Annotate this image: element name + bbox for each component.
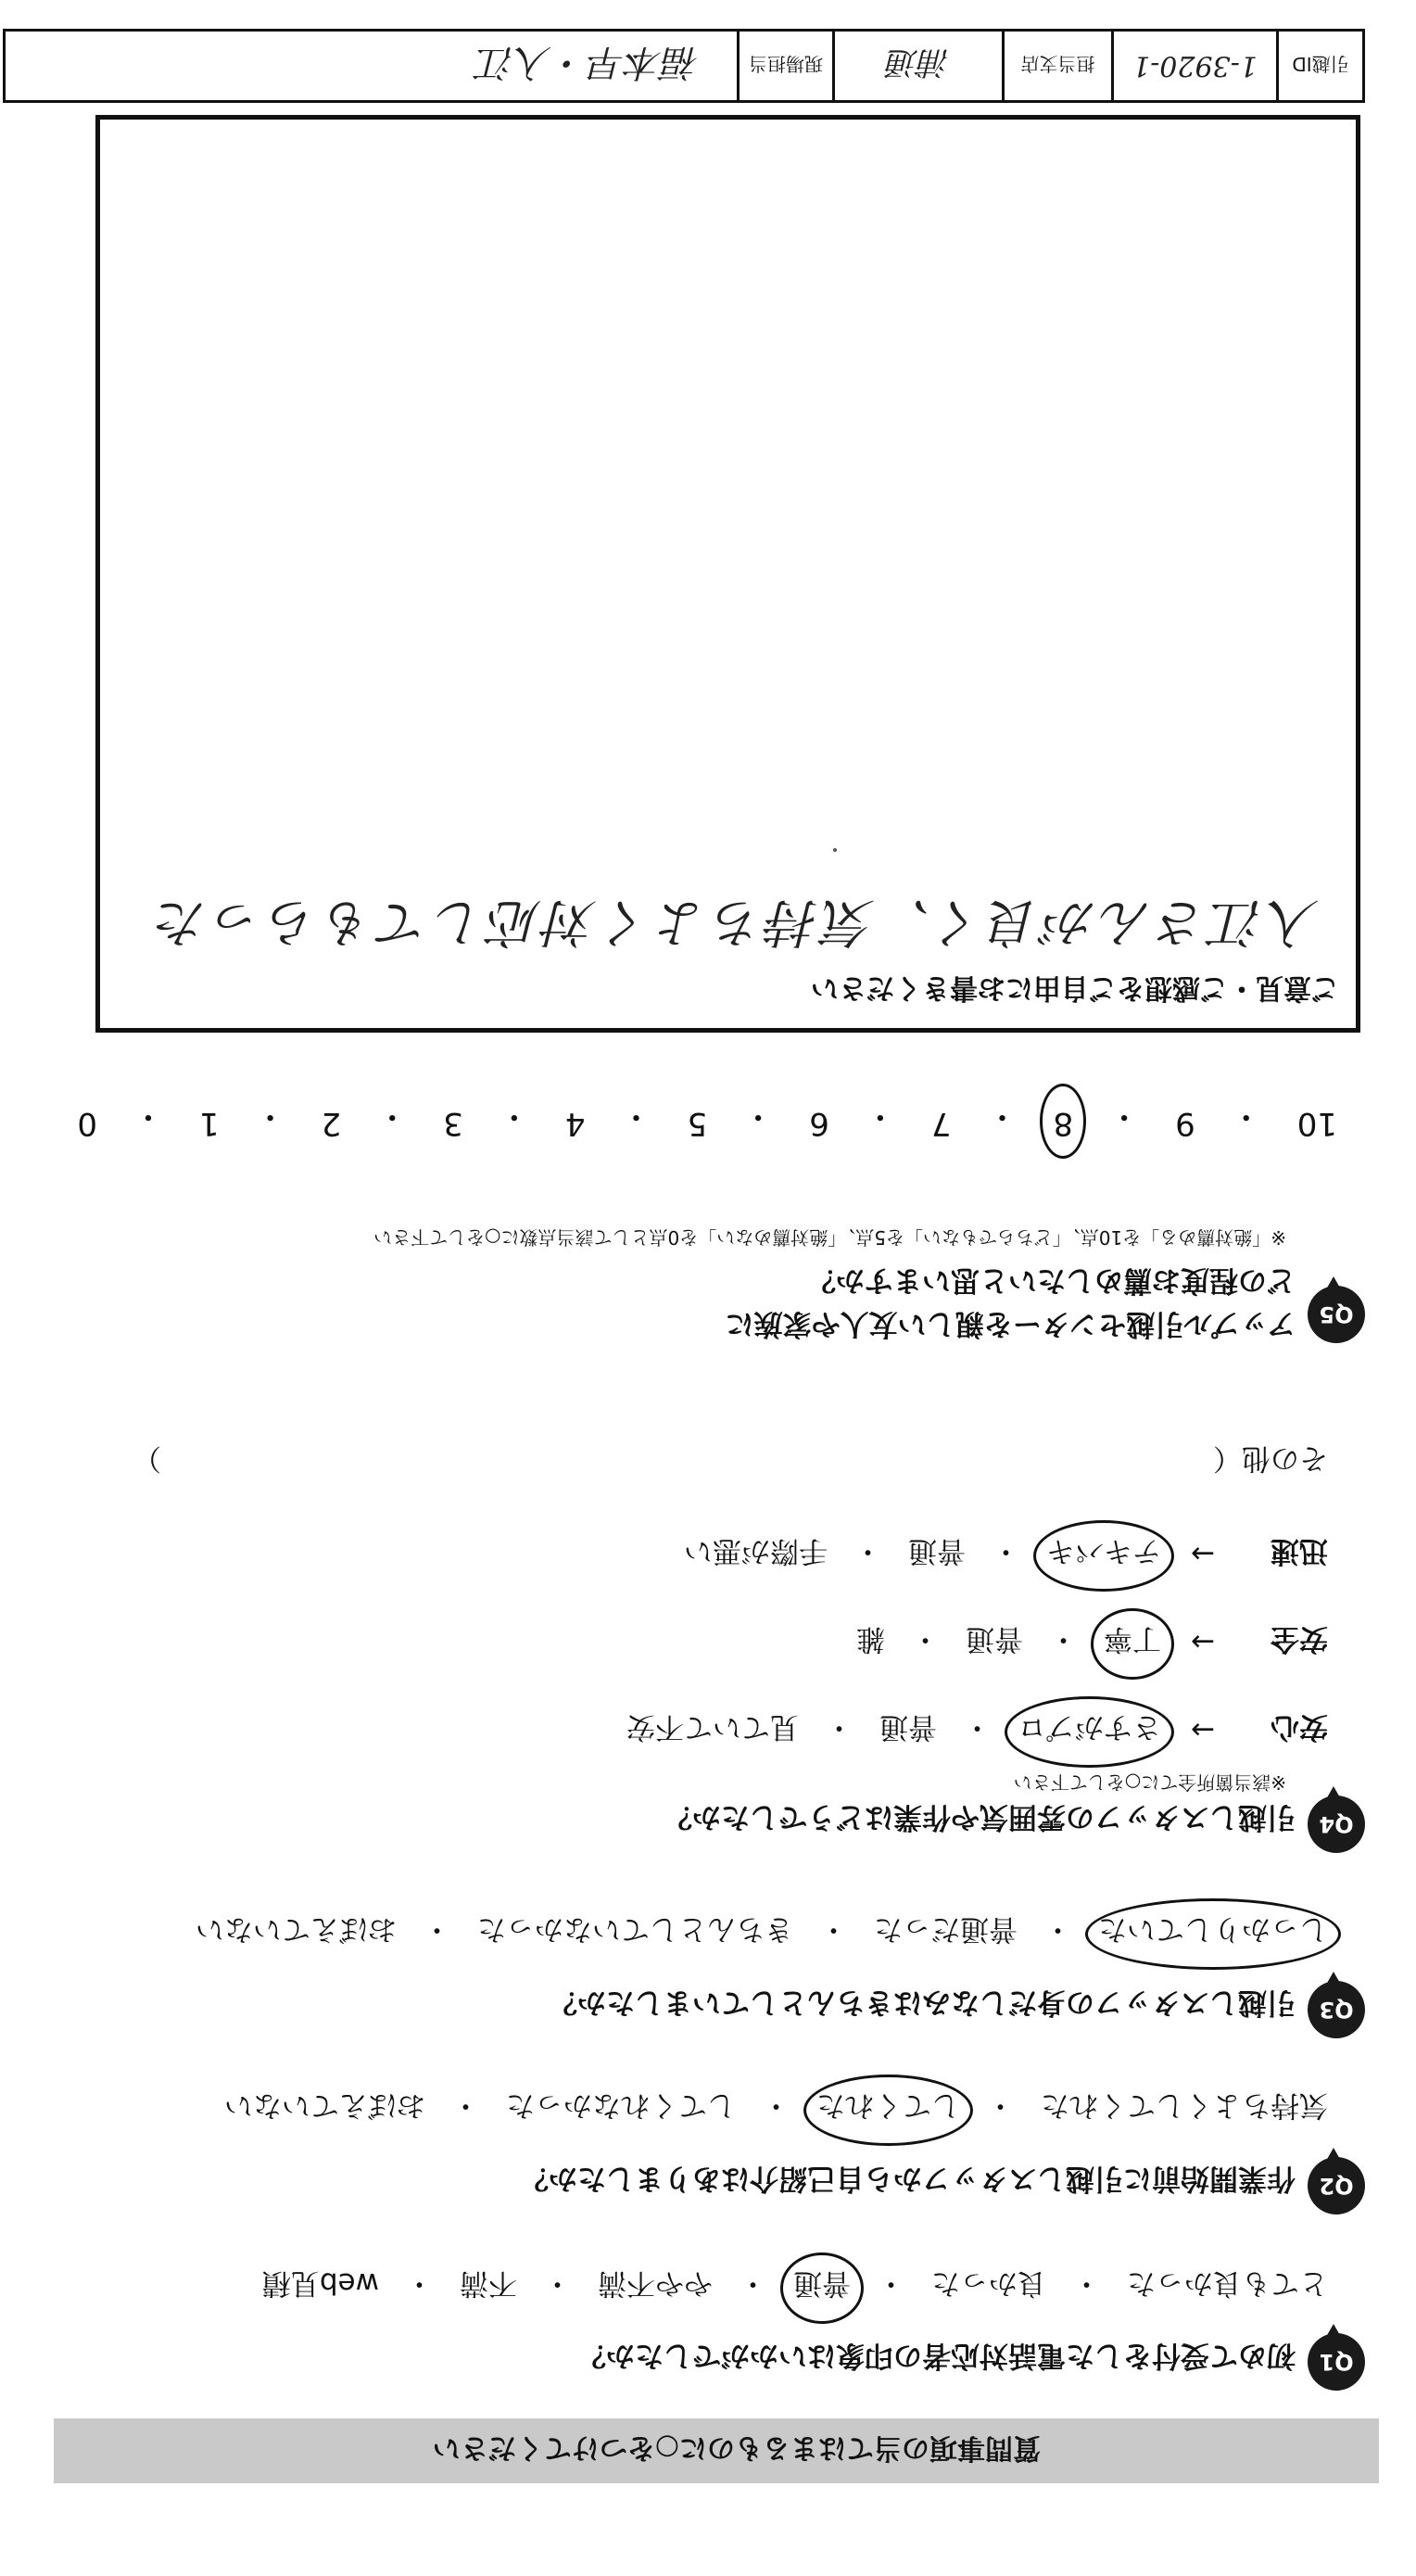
q4-option-professional-selected[interactable]: さすがプロ xyxy=(1018,1709,1161,1751)
q1-option-dissatisfied[interactable]: 不満 xyxy=(460,2266,517,2300)
q4-other-label: その他（ xyxy=(1213,1441,1328,1475)
comment-box[interactable] xyxy=(95,115,1360,1033)
q4-row-label: 安心 xyxy=(1271,1710,1328,1744)
instruction-banner xyxy=(54,2418,1379,2483)
staff-value: 福本早・入江 xyxy=(477,41,700,84)
score-7[interactable]: 7 xyxy=(930,1105,952,1142)
q4-other-close: ） xyxy=(133,1441,161,1475)
q3-option-neat-selected[interactable]: しっかりしていた xyxy=(1098,1911,1328,1953)
q3-option-not-neat[interactable]: きちんとしていなかった xyxy=(477,1912,793,1946)
q4-row-speed: 迅速 → テキパキ ・ 普通 ・ 手際が悪い xyxy=(684,1533,1328,1575)
branch-label: 担当支店 xyxy=(1002,32,1111,100)
score-6[interactable]: 6 xyxy=(809,1105,829,1142)
q5-score-scale: 10 ・ 9 ・ 8 ・ 7 ・ 6 ・ 5 ・ 4 ・ 3 ・ 2 ・ 1 ・ 0 xyxy=(77,1098,1337,1142)
q3-badge: Q3 xyxy=(1308,1981,1365,2038)
q1-option-good[interactable]: 良かった xyxy=(931,2266,1046,2300)
staff-label: 現場担当 xyxy=(737,32,832,100)
q4-row-safety: 安全 → 丁寧 ・ 普通 ・ 雑 xyxy=(856,1621,1328,1663)
q1-options: とても良かった ・ 良かった ・ 普通 ・ やや不満 ・ 不満 ・ web見積 xyxy=(262,2265,1328,2307)
q4-option-efficient-selected[interactable]: テキパキ xyxy=(1046,1533,1161,1575)
q3-question: 引越しスタッフの身だしなみはきちんとしていましたか？ xyxy=(549,1986,1296,2019)
branch-value: 浦通 xyxy=(832,32,1002,100)
q1-option-web-estimate[interactable]: web見積 xyxy=(261,2266,379,2300)
q2-option-pleasant[interactable]: 気持ちよくしてくれた xyxy=(1041,2088,1328,2122)
arrow-right-icon: → xyxy=(1191,1625,1215,1659)
score-4[interactable]: 4 xyxy=(564,1105,586,1142)
score-0[interactable]: 0 xyxy=(77,1105,97,1142)
score-1[interactable]: 1 xyxy=(198,1105,220,1142)
q2-badge: Q2 xyxy=(1308,2157,1365,2214)
q4-other-row xyxy=(133,1440,1328,1482)
q5-badge: Q5 xyxy=(1308,1286,1365,1343)
q2-question: 作業開始前に引越しスタッフから自己紹介はありましたか？ xyxy=(520,2162,1296,2195)
q1-badge: Q1 xyxy=(1308,2333,1365,2391)
q5-question-line1: アップル引越センターを親しい友人や家族に xyxy=(725,1307,1296,1340)
q4-option-normal[interactable]: 普通 xyxy=(966,1622,1023,1656)
q2-option-dont-remember[interactable]: おぼえていない xyxy=(224,2088,425,2122)
q4-option-clumsy[interactable]: 手際が悪い xyxy=(684,1534,828,1567)
move-id-label: 引越ID xyxy=(1276,32,1362,100)
comment-label: ご意見・ご感想をご自由にお書きください xyxy=(811,971,1339,1004)
q1-option-slightly-dissatisfied[interactable]: やや不満 xyxy=(598,2266,713,2300)
q3-option-normal[interactable]: 普通だった xyxy=(874,1912,1018,1946)
arrow-right-icon: → xyxy=(1191,1537,1215,1571)
q4-option-normal[interactable]: 普通 xyxy=(879,1710,937,1744)
arrow-right-icon: → xyxy=(1191,1713,1215,1747)
score-9[interactable]: 9 xyxy=(1175,1105,1195,1142)
instruction-text: 質問事項の当てはまるものに○をつけてください xyxy=(432,2431,1041,2464)
q4-question: 引越しスタッフの雰囲気や作業はどうでしたか？ xyxy=(664,1800,1296,1834)
score-3[interactable]: 3 xyxy=(443,1105,463,1142)
stray-mark xyxy=(833,848,837,852)
header-strip xyxy=(3,29,1365,103)
q2-option-did-not[interactable]: してくれなかった xyxy=(506,2088,736,2122)
q5-note: ※「絶対薦める」を10点、「どちらでもない」を5点、「絶対薦めない」を0点として該当点数に○をして下さい xyxy=(373,1226,1286,1249)
q4-option-rough[interactable]: 雑 xyxy=(856,1622,885,1656)
q4-badge: Q4 xyxy=(1308,1796,1365,1853)
q2-option-did-selected[interactable]: してくれた xyxy=(816,2087,960,2129)
q4-option-careful-selected[interactable]: 丁寧 xyxy=(1104,1621,1161,1663)
q4-row-label: 安全 xyxy=(1271,1622,1328,1656)
comment-handwritten-text: 入江さんが良く、気持ちよく対応してもらった xyxy=(152,892,1319,952)
score-10[interactable]: 10 xyxy=(1296,1105,1337,1142)
q4-option-anxious[interactable]: 見ていて不安 xyxy=(626,1710,799,1744)
q4-note: ※該当箇所全てに○をして下さい xyxy=(1013,1771,1286,1794)
q3-options: しっかりしていた ・ 普通だった ・ きちんとしていなかった ・ おぼえていない xyxy=(196,1911,1328,1953)
q4-option-normal[interactable]: 普通 xyxy=(908,1534,966,1567)
q1-option-normal-selected[interactable]: 普通 xyxy=(793,2265,851,2307)
score-8-selected[interactable]: 8 xyxy=(1053,1097,1073,1142)
score-5[interactable]: 5 xyxy=(687,1105,708,1142)
q4-row-relief: 安心 → さすがプロ ・ 普通 ・ 見ていて不安 xyxy=(626,1709,1328,1751)
score-2[interactable]: 2 xyxy=(321,1105,342,1142)
q1-question: 初めて受付をした電話対応者の印象はいかがでしたか？ xyxy=(577,2339,1296,2372)
q3-option-dont-remember[interactable]: おぼえていない xyxy=(196,1912,397,1946)
q5-question-line2: どの程度お薦めしたいと思いますか？ xyxy=(807,1263,1296,1297)
q2-options: 気持ちよくしてくれた ・ してくれた ・ してくれなかった ・ おぼえていない xyxy=(224,2087,1328,2129)
q4-row-label: 迅速 xyxy=(1271,1534,1328,1567)
q1-option-very-good[interactable]: とても良かった xyxy=(1127,2266,1328,2300)
move-id-value: 1-3920-1 xyxy=(1111,32,1276,100)
